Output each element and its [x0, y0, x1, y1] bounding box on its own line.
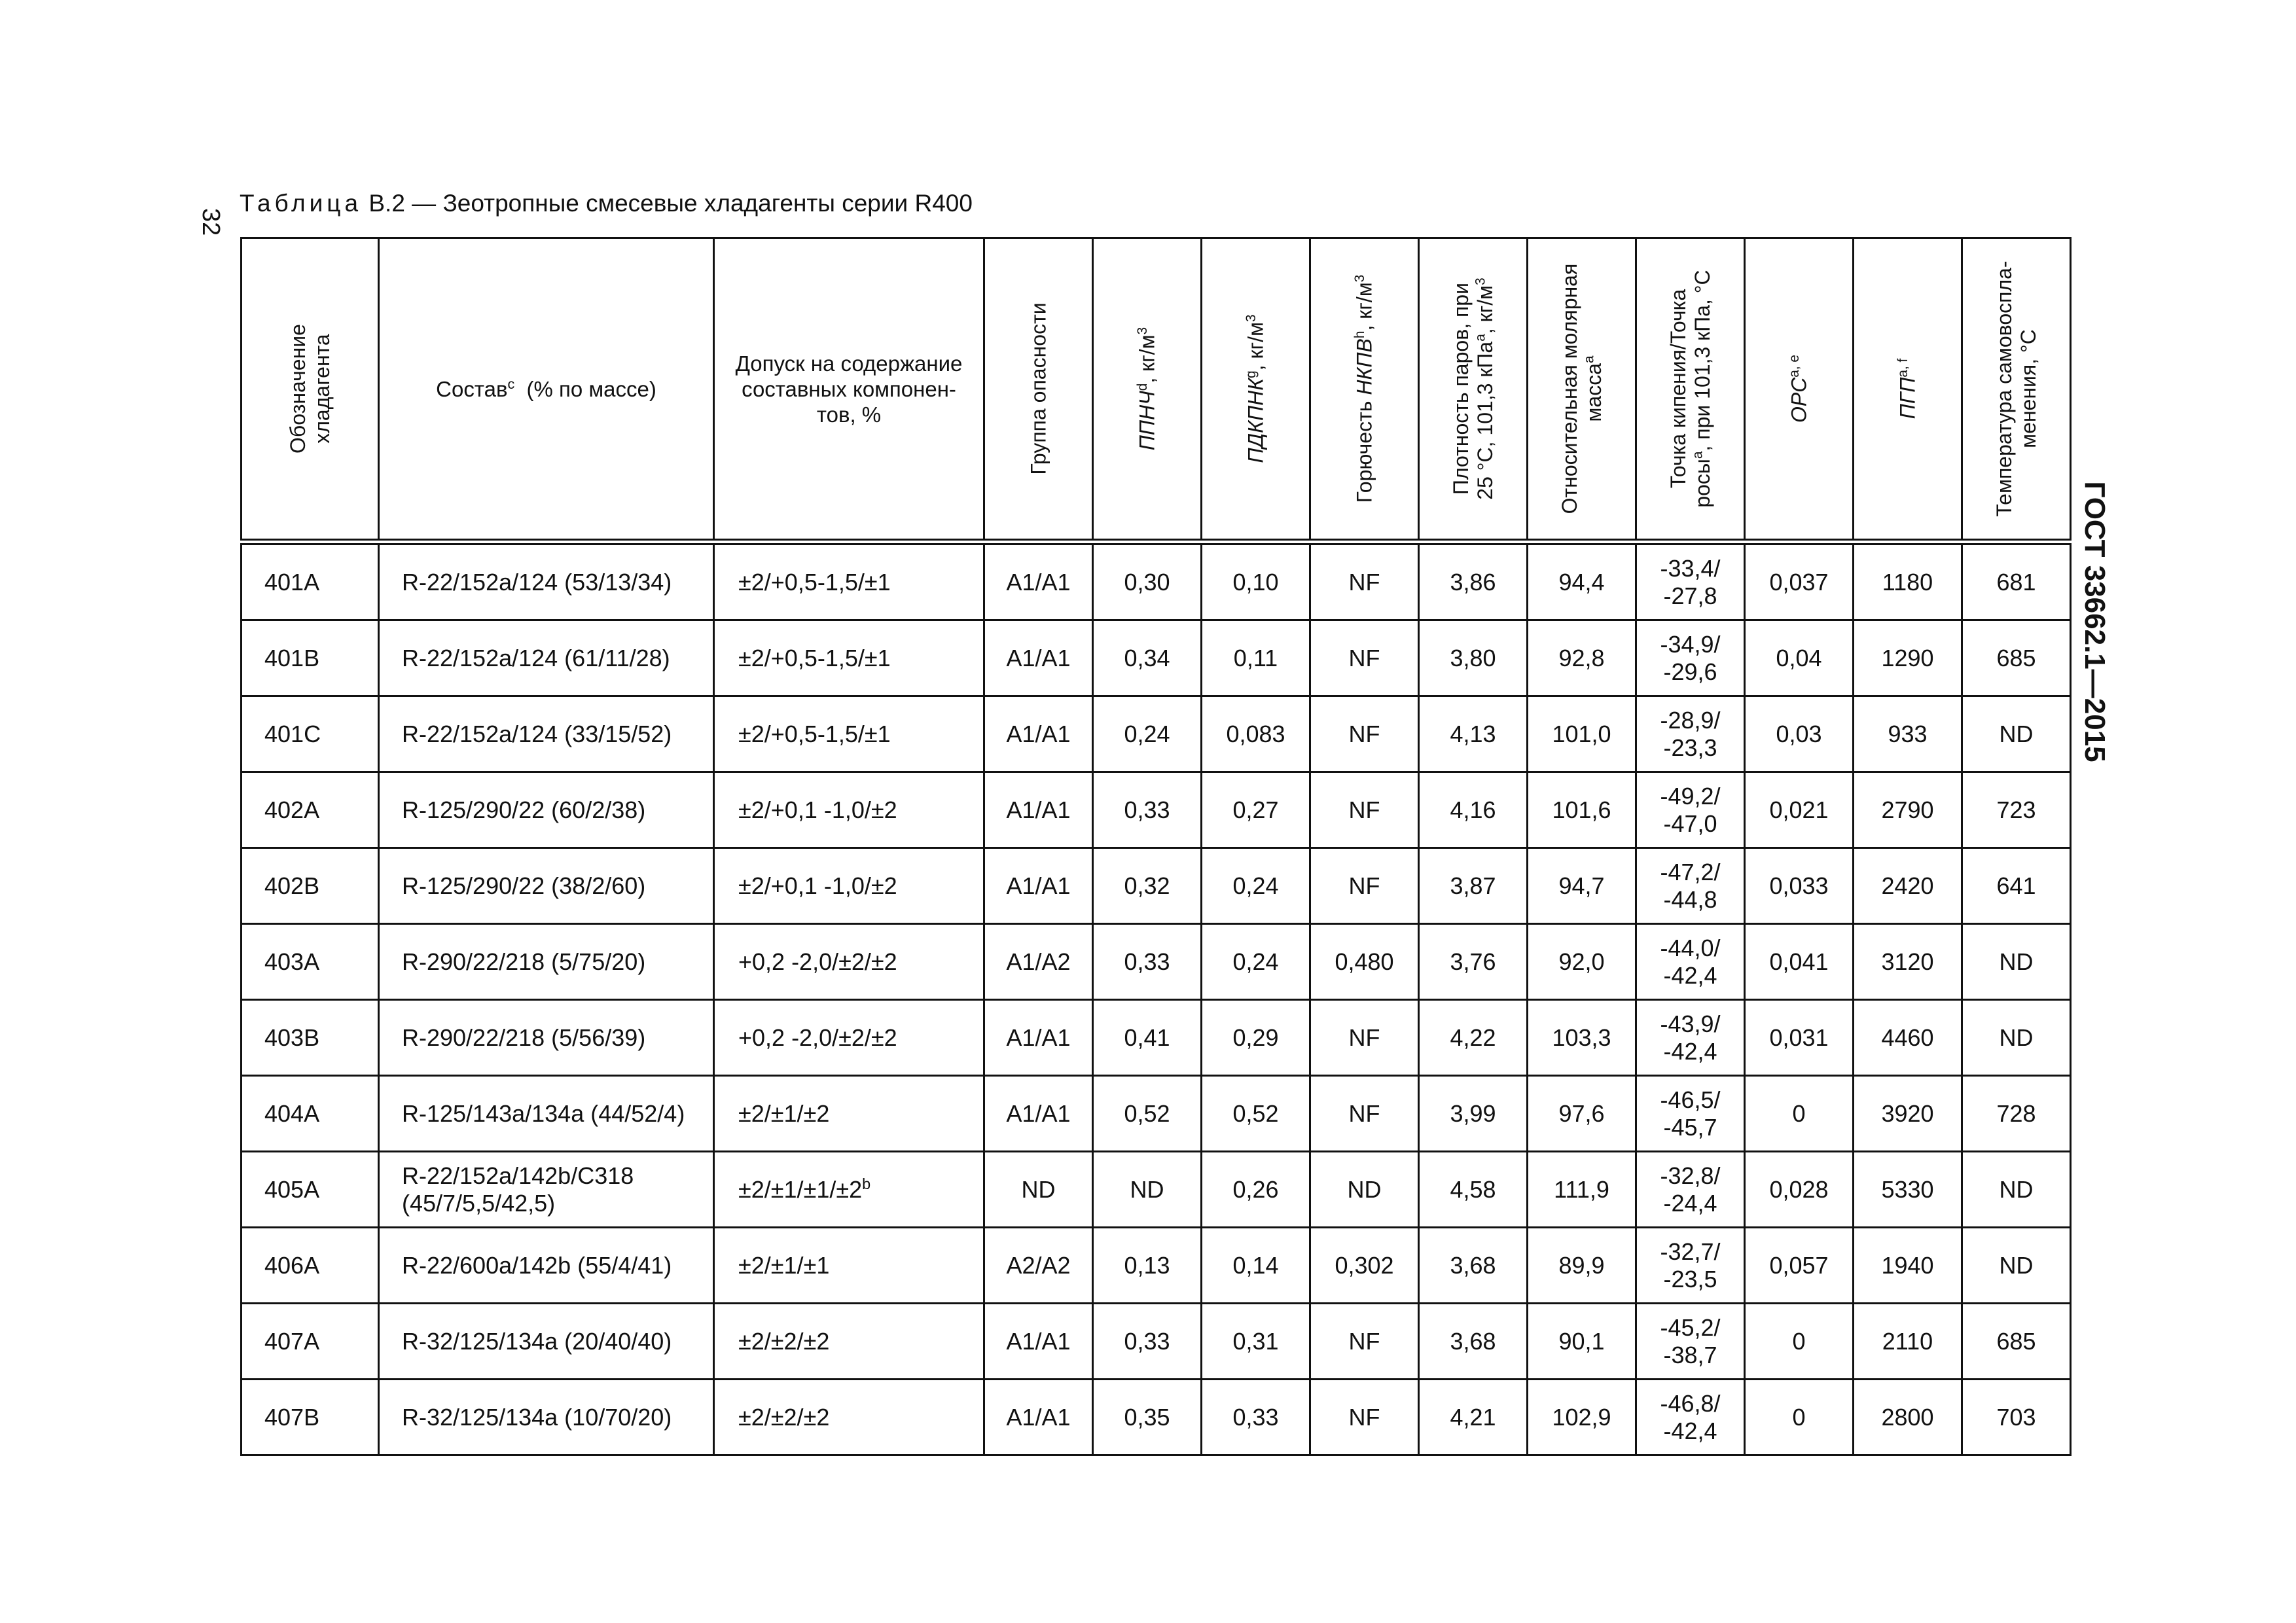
cell-nkpv: NF [1310, 696, 1419, 772]
cell-autoignition: ND [1962, 1152, 2071, 1228]
header-autoignition: Температура самовоспла-менения, °С [1962, 238, 2071, 543]
cell-boiling-point: -49,2/ -47,0 [1636, 772, 1745, 848]
cell-pdkpnk: 0,29 [1202, 1000, 1310, 1076]
table-row [242, 1304, 2071, 1380]
cell-pgp: 3920 [1854, 1076, 1962, 1152]
cell-designation: 404A [242, 1076, 379, 1152]
cell-ops: 0 [1745, 1076, 1854, 1152]
cell-tolerance: ±2/±2/±2 [714, 1380, 984, 1455]
cell-molar-mass: 90,1 [1528, 1304, 1636, 1380]
cell-autoignition: 728 [1962, 1076, 2071, 1152]
cell-safety-group: A1/A1 [984, 772, 1093, 848]
cell-pgp: 2800 [1854, 1380, 1962, 1455]
cell-designation: 402B [242, 848, 379, 924]
cell-designation: 407B [242, 1380, 379, 1455]
header-tolerance: Допуск на содержание составных компонен-тов, % [714, 238, 984, 543]
cell-designation: 407A [242, 1304, 379, 1380]
cell-autoignition: ND [1962, 1000, 2071, 1076]
cell-safety-group: A1/A1 [984, 848, 1093, 924]
cell-ppnch: 0,30 [1093, 542, 1202, 620]
cell-molar-mass: 101,6 [1528, 772, 1636, 848]
cell-autoignition: 723 [1962, 772, 2071, 848]
cell-pdkpnk: 0,31 [1202, 1304, 1310, 1380]
cell-ops: 0,03 [1745, 696, 1854, 772]
cell-autoignition: 685 [1962, 1304, 2071, 1380]
table-row [242, 1000, 2071, 1076]
header-composition: Состав$^c$ (% по массе) [379, 238, 714, 543]
cell-ppnch: 0,32 [1093, 848, 1202, 924]
cell-ppnch: 0,13 [1093, 1228, 1202, 1304]
cell-nkpv: ND [1310, 1152, 1419, 1228]
cell-vapor-density: 4,58 [1419, 1152, 1528, 1228]
caption-text: В.2 — Зеотропные смесевые хладагенты серии R400 [368, 190, 973, 217]
cell-designation: 403A [242, 924, 379, 1000]
cell-boiling-point: -32,7/ -23,5 [1636, 1228, 1745, 1304]
header-flammability: Горючесть НКПВ$^h$, $кг/м^3$ [1310, 238, 1419, 543]
cell-composition: R-22/152a/124 (61/11/28) [379, 620, 714, 696]
cell-tolerance: ±2/+0,5-1,5/±1 [714, 542, 984, 620]
cell-ppnch: 0,33 [1093, 772, 1202, 848]
cell-designation: 401A [242, 542, 379, 620]
cell-boiling-point: -47,2/ -44,8 [1636, 848, 1745, 924]
header-pdkpnk: ПДКПНК$^g$, $кг/м^3$ [1202, 238, 1310, 543]
cell-ops: 0,041 [1745, 924, 1854, 1000]
cell-composition: R-32/125/134a (10/70/20) [379, 1380, 714, 1455]
table-row [242, 542, 2071, 620]
cell-autoignition: ND [1962, 696, 2071, 772]
cell-ppnch: 0,33 [1093, 1304, 1202, 1380]
cell-safety-group: A1/A1 [984, 1304, 1093, 1380]
cell-nkpv: NF [1310, 848, 1419, 924]
cell-pdkpnk: 0,24 [1202, 848, 1310, 924]
cell-designation: 401B [242, 620, 379, 696]
cell-autoignition: 641 [1962, 848, 2071, 924]
caption-label: Таблица [240, 190, 363, 217]
cell-boiling-point: -46,8/ -42,4 [1636, 1380, 1745, 1455]
cell-pgp: 2110 [1854, 1304, 1962, 1380]
cell-nkpv: NF [1310, 542, 1419, 620]
cell-pdkpnk: 0,27 [1202, 772, 1310, 848]
cell-composition: R-32/125/134a (20/40/40) [379, 1304, 714, 1380]
cell-designation: 403B [242, 1000, 379, 1076]
standard-id: ГОСТ 33662.1—2015 [2079, 481, 2111, 762]
cell-tolerance: +0,2 -2,0/±2/±2 [714, 924, 984, 1000]
table-row [242, 1152, 2071, 1228]
cell-nkpv: NF [1310, 1000, 1419, 1076]
cell-molar-mass: 97,6 [1528, 1076, 1636, 1152]
cell-pgp: 4460 [1854, 1000, 1962, 1076]
cell-ops: 0 [1745, 1380, 1854, 1455]
cell-pdkpnk: 0,14 [1202, 1228, 1310, 1304]
cell-composition: R-22/152a/142b/C318 (45/7/5,5/42,5) [379, 1152, 714, 1228]
cell-ops: 0,031 [1745, 1000, 1854, 1076]
cell-pgp: 5330 [1854, 1152, 1962, 1228]
cell-safety-group: A1/A1 [984, 696, 1093, 772]
header-ppnch: ППНЧ$^d$, $кг/м^3$ [1093, 238, 1202, 543]
cell-pdkpnk: 0,26 [1202, 1152, 1310, 1228]
cell-composition: R-125/290/22 (60/2/38) [379, 772, 714, 848]
header-designation: Обозначение хладагента [242, 238, 379, 543]
cell-vapor-density: 4,21 [1419, 1380, 1528, 1455]
cell-safety-group: A2/A2 [984, 1228, 1093, 1304]
table-row [242, 1076, 2071, 1152]
cell-boiling-point: -44,0/ -42,4 [1636, 924, 1745, 1000]
cell-pdkpnk: 0,24 [1202, 924, 1310, 1000]
cell-vapor-density: 4,16 [1419, 772, 1528, 848]
cell-tolerance: ±2/+0,5-1,5/±1 [714, 696, 984, 772]
table-caption [240, 189, 973, 218]
cell-ops: 0,04 [1745, 620, 1854, 696]
header-pgp: ПГП$^{a, f}$ [1854, 238, 1962, 543]
cell-tolerance: ±2/+0,5-1,5/±1 [714, 620, 984, 696]
cell-nkpv: NF [1310, 1076, 1419, 1152]
cell-pdkpnk: 0,10 [1202, 542, 1310, 620]
header-molar-mass: Относительная молярная масса$^a$ [1528, 238, 1636, 543]
cell-boiling-point: -45,2/ -38,7 [1636, 1304, 1745, 1380]
cell-vapor-density: 4,22 [1419, 1000, 1528, 1076]
cell-vapor-density: 3,76 [1419, 924, 1528, 1000]
cell-composition: R-290/22/218 (5/75/20) [379, 924, 714, 1000]
cell-molar-mass: 89,9 [1528, 1228, 1636, 1304]
cell-pdkpnk: 0,083 [1202, 696, 1310, 772]
cell-safety-group: A1/A1 [984, 542, 1093, 620]
cell-pgp: 1180 [1854, 542, 1962, 620]
cell-nkpv: 0,480 [1310, 924, 1419, 1000]
header-vapor-density: Плотность паров, при 25 °С, 101,3 кПа$^a$, $кг/м^3$ [1419, 238, 1528, 543]
cell-ppnch: ND [1093, 1152, 1202, 1228]
cell-safety-group: ND [984, 1152, 1093, 1228]
refrigerant-table [240, 237, 2072, 1456]
cell-boiling-point: -43,9/ -42,4 [1636, 1000, 1745, 1076]
cell-pgp: 2420 [1854, 848, 1962, 924]
cell-ops: 0,028 [1745, 1152, 1854, 1228]
cell-ops: 0,033 [1745, 848, 1854, 924]
cell-vapor-density: 3,99 [1419, 1076, 1528, 1152]
cell-autoignition: 681 [1962, 542, 2071, 620]
cell-nkpv: NF [1310, 1380, 1419, 1455]
cell-molar-mass: 102,9 [1528, 1380, 1636, 1455]
cell-boiling-point: -33,4/ -27,8 [1636, 542, 1745, 620]
cell-molar-mass: 94,4 [1528, 542, 1636, 620]
header-boiling-point: Точка кипения/Точка росы$^a$, при 101,3 кПа, °С [1636, 238, 1745, 543]
cell-ppnch: 0,24 [1093, 696, 1202, 772]
cell-ppnch: 0,41 [1093, 1000, 1202, 1076]
cell-safety-group: A1/A1 [984, 620, 1093, 696]
cell-pgp: 1940 [1854, 1228, 1962, 1304]
cell-safety-group: A1/A1 [984, 1000, 1093, 1076]
cell-composition: R-22/152a/124 (53/13/34) [379, 542, 714, 620]
table-row [242, 848, 2071, 924]
cell-ops: 0,021 [1745, 772, 1854, 848]
cell-tolerance: $\pm 2/\pm 1/\pm 1/\pm 2^b$ [714, 1152, 984, 1228]
cell-nkpv: NF [1310, 772, 1419, 848]
table-row [242, 620, 2071, 696]
cell-molar-mass: 92,8 [1528, 620, 1636, 696]
cell-ppnch: 0,33 [1093, 924, 1202, 1000]
table-row [242, 924, 2071, 1000]
cell-nkpv: NF [1310, 620, 1419, 696]
cell-molar-mass: 103,3 [1528, 1000, 1636, 1076]
cell-boiling-point: -32,8/ -24,4 [1636, 1152, 1745, 1228]
cell-vapor-density: 3,86 [1419, 542, 1528, 620]
cell-ppnch: 0,35 [1093, 1380, 1202, 1455]
cell-boiling-point: -28,9/ -23,3 [1636, 696, 1745, 772]
cell-nkpv: NF [1310, 1304, 1419, 1380]
cell-ppnch: 0,34 [1093, 620, 1202, 696]
cell-nkpv: 0,302 [1310, 1228, 1419, 1304]
cell-safety-group: A1/A2 [984, 924, 1093, 1000]
cell-designation: 402A [242, 772, 379, 848]
cell-vapor-density: 3,87 [1419, 848, 1528, 924]
cell-autoignition: 685 [1962, 620, 2071, 696]
table-row [242, 772, 2071, 848]
cell-tolerance: ±2/±1/±2 [714, 1076, 984, 1152]
table-row [242, 1380, 2071, 1455]
cell-vapor-density: 4,13 [1419, 696, 1528, 772]
cell-ops: 0,057 [1745, 1228, 1854, 1304]
cell-composition: R-125/143a/134a (44/52/4) [379, 1076, 714, 1152]
header-safety-group: Группа опасности [984, 238, 1093, 543]
cell-ppnch: 0,52 [1093, 1076, 1202, 1152]
cell-tolerance: +0,2 -2,0/±2/±2 [714, 1000, 984, 1076]
cell-composition: R-290/22/218 (5/56/39) [379, 1000, 714, 1076]
cell-composition: R-22/600a/142b (55/4/41) [379, 1228, 714, 1304]
cell-designation: 406A [242, 1228, 379, 1304]
cell-autoignition: ND [1962, 1228, 2071, 1304]
cell-tolerance: ±2/+0,1 -1,0/±2 [714, 772, 984, 848]
cell-autoignition: 703 [1962, 1380, 2071, 1455]
cell-molar-mass: 111,9 [1528, 1152, 1636, 1228]
cell-vapor-density: 3,80 [1419, 620, 1528, 696]
cell-tolerance: ±2/±2/±2 [714, 1304, 984, 1380]
cell-vapor-density: 3,68 [1419, 1304, 1528, 1380]
cell-pgp: 2790 [1854, 772, 1962, 848]
cell-pdkpnk: 0,33 [1202, 1380, 1310, 1455]
cell-boiling-point: -46,5/ -45,7 [1636, 1076, 1745, 1152]
cell-safety-group: A1/A1 [984, 1380, 1093, 1455]
cell-pdkpnk: 0,11 [1202, 620, 1310, 696]
cell-ops: 0 [1745, 1304, 1854, 1380]
cell-ops: 0,037 [1745, 542, 1854, 620]
cell-designation: 405A [242, 1152, 379, 1228]
cell-molar-mass: 94,7 [1528, 848, 1636, 924]
cell-pgp: 3120 [1854, 924, 1962, 1000]
table-row [242, 696, 2071, 772]
page-number: 32 [197, 208, 224, 236]
cell-vapor-density: 3,68 [1419, 1228, 1528, 1304]
cell-pdkpnk: 0,52 [1202, 1076, 1310, 1152]
cell-pgp: 1290 [1854, 620, 1962, 696]
header-row [242, 238, 2071, 543]
cell-autoignition: ND [1962, 924, 2071, 1000]
cell-molar-mass: 101,0 [1528, 696, 1636, 772]
cell-tolerance: ±2/±1/±1 [714, 1228, 984, 1304]
cell-molar-mass: 92,0 [1528, 924, 1636, 1000]
cell-composition: R-22/152a/124 (33/15/52) [379, 696, 714, 772]
cell-composition: R-125/290/22 (38/2/60) [379, 848, 714, 924]
cell-tolerance: ±2/+0,1 -1,0/±2 [714, 848, 984, 924]
header-ops: ОРС$^{a, e}$ [1745, 238, 1854, 543]
cell-designation: 401C [242, 696, 379, 772]
cell-pgp: 933 [1854, 696, 1962, 772]
cell-safety-group: A1/A1 [984, 1076, 1093, 1152]
table-row [242, 1228, 2071, 1304]
cell-boiling-point: -34,9/ -29,6 [1636, 620, 1745, 696]
